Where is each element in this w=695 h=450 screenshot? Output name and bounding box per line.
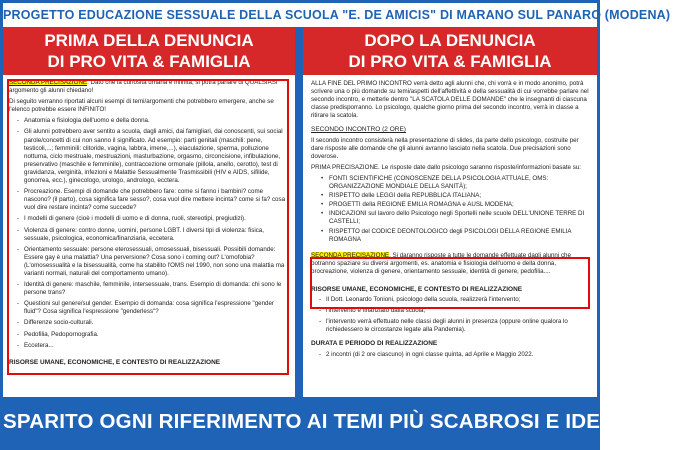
page-title: PROGETTO EDUCAZIONE SESSUALE DELLA SCUOLA "E. DE AMICIS" DI MARANO SUL PANARO (MODENA) [3,3,597,27]
list-item: - Questioni sul genere/sul gender. Esempio di domanda: cosa significa l'espressione "gender fluid"? Cosa significa l'espressione "genderless"? [17,300,289,316]
risorse-item: - Il Dott. Leonardo Tonioni, psicologo della scuola, realizzerà l'intervento; [319,296,589,304]
secondo-incontro-text: Il secondo incontro consisterà nella presentazione di slides, da parte dello psicologo, costruite per dare risposte alle domande che gli alunni avranno lasciato nella scatola. Due precisazioni sono doverose. [311,136,579,160]
left-document-excerpt [3,75,295,397]
right-column-heading [303,27,597,75]
source-item: • INDICAZIONI sul lavoro dello Psicologo negli Sportelli nelle scuole DELL'UNIONE TERRE DI CASTELLI; [321,210,589,226]
bottom-banner: SPARITO OGNI RIFERIMENTO AI TEMI PIÙ SCABROSI E IDEOLOGICI! [3,397,597,447]
list-item: - Violenza di genere: contro donne, uomini, persone LGBT. I diversi tipi di violenza: fisica, sessuale, psicologica, economica/finanziaria, eccetera. [17,227,289,243]
source-item: • FONTI SCIENTIFICHE (CONOSCENZE DELLA PSICOLOGIA ATTUALE, OMS: ORGANIZZAZIONE MONDIALE DELLA SANITÀ); [321,175,589,191]
left-column-heading [3,27,295,75]
durata-item: - 2 incontri (di 2 ore ciascuno) in ogni classe quinta, ad Aprile e Maggio 2022. [319,351,589,359]
list-item: - Identità di genere: maschile, femminile, intersessuale, trans. Esempio di domanda: chi sono le persone trans? [17,281,289,297]
left-footer-section: RISORSE UMANE, ECONOMICHE, E CONTESTO DI REALIZZAZIONE [9,358,221,366]
right-heading-line1: DOPO LA DENUNCIA [364,31,536,50]
left-heading-line1: PRIMA DELLA DENUNCIA [44,31,254,50]
prima-precisazione: PRIMA PRECISAZIONE. Le risposte date dallo psicologo saranno risposte/informazioni basate su: [311,163,581,171]
risorse-title: RISORSE UMANE, ECONOMICHE, E CONTESTO DI REALIZZAZIONE [311,285,523,293]
column-divider [295,27,303,397]
source-item: • PROGETTI della REGIONE EMILIA ROMAGNA e AUSL MODENA; [321,201,589,209]
right-document-excerpt [303,75,597,397]
seconda-precisazione [311,252,589,276]
right-heading-line2: DI PRO VITA & FAMIGLIA [348,52,552,71]
source-item: • RISPETTO del CODICE DEONTOLOGICO degli PSICOLOGI DELLA REGIONE EMILIA ROMAGNA [321,228,589,244]
highlight-label: SECONDA PRECISAZIONE [311,251,390,259]
risorse-item: - l'intervento verrà effettuato nelle classi degli alunni in presenza (oppure online qualora lo richiedessero le circostanze legate alla Pandemia). [319,318,589,334]
right-para1: ALLA FINE DEL PRIMO INCONTRO verrà detto agli alunni che, chi vorrà e in modo anonimo, potrà scrivere una o più domande su temi/aspetti dell'affettività e della sessualità di cui vorrebbe parlare nel secondo incontro, e metterle dentro "LA SCATOLA DELLE DOMANDE" che le insegnanti di ciascuna classe predisporranno. Lo psicologo, qualche giorno prima del secondo incontro, verrà in classe a ritirare la scatola. [311,80,589,120]
list-item: - Procreazione. Esempi di domande che potrebbero fare: come si fanno i bambini? come nascono? (il parto), cosa significa fare sesso?, cosa vuol dire mettere incinta? come si fa? cosa vuol dire restare incinta? come succede? [17,188,289,212]
risorse-item: - l'intervento è finanziato dalla scuola; [319,307,589,315]
list-item: - Eccetera... [17,342,289,350]
durata-title: DURATA E PERIODO DI REALIZZAZIONE [311,340,438,348]
seconda-precisazione-text: . Si daranno risposte a tutte le domande effettuate dagli alunni che potranno spaziare su diversi argomenti, es. anatomia e fisiologia dell'uomo e della donna, procreazione, violenza di genere, orientamento sessuale, identità di genere, pedofilia.... [311,251,571,275]
secondo-incontro-title: SECONDO INCONTRO (2 ORE) [311,126,406,134]
list-item: - Orientamento sessuale: persone eterosessuali, omosessuali, bisessuali. Possibili domande: Essere gay è una malattia? Una perversione? Cosa sono i coming out? L'omofobia? (L'omosessualità e la bisessualità, come ha stabilito l'OMS nel 1990, non sono una malattia ma varianti normali, naturali del comportamento umano). [17,246,289,278]
source-item: • RISPETTO delle LEGGI della REPUBBLICA ITALIANA; [321,192,589,200]
left-intro-text2: Di seguito verranno riportati alcuni esempi di temi/argomenti che potrebbero emergere, anche se l'elenco potrebbe essere INFINITO! [9,98,274,114]
list-item: - Gli alunni potrebbero aver sentito a scuola, dagli amici, dai famigliari, dai conoscenti, sui social parole/concetti di cui non sanno il significato. Ad esempio: parti genitali (maschili: pene, testicoli,...; femminili: clitoride, vagina, labbra, imene,...), eiaculazione, sperma, polluzione notturna, ciclo mestruale, mestruazioni, masturbazione, orgasmo, circoncisione, infibulazione, preservativo (maschile e femminile), contraccezione ormonale (pillola, anello, cerotto), test di gravidanza, verginità, infezioni e Malattie Sessualmente Trasmissibili (HIV e AIDS, sifilide, gonorrea, ecc.), ginecologo, urologo, andrologo, ecctera. [17,128,289,185]
list-item: - Anatomia e fisiologia dell'uomo e della donna. [17,117,289,125]
left-intro [9,79,289,95]
left-heading-line2: DI PRO VITA & FAMIGLIA [47,52,251,71]
list-item: - I modelli di genere (cioè i modelli di uomo e di donna, ruoli, stereotipi, pregiudizi). [17,215,289,223]
highlight-label: SECONDA PRECISAZIONE [9,79,88,86]
left-intro-text: . Dato che la curiosità umana è infinita, si potrà parlare di QUALSIASI argomento gli alunni chiedano! [9,79,278,95]
list-item: - Differenze socio-culturali. [17,319,289,327]
list-item: - Pedofilia, Pedopornografia. [17,331,289,339]
